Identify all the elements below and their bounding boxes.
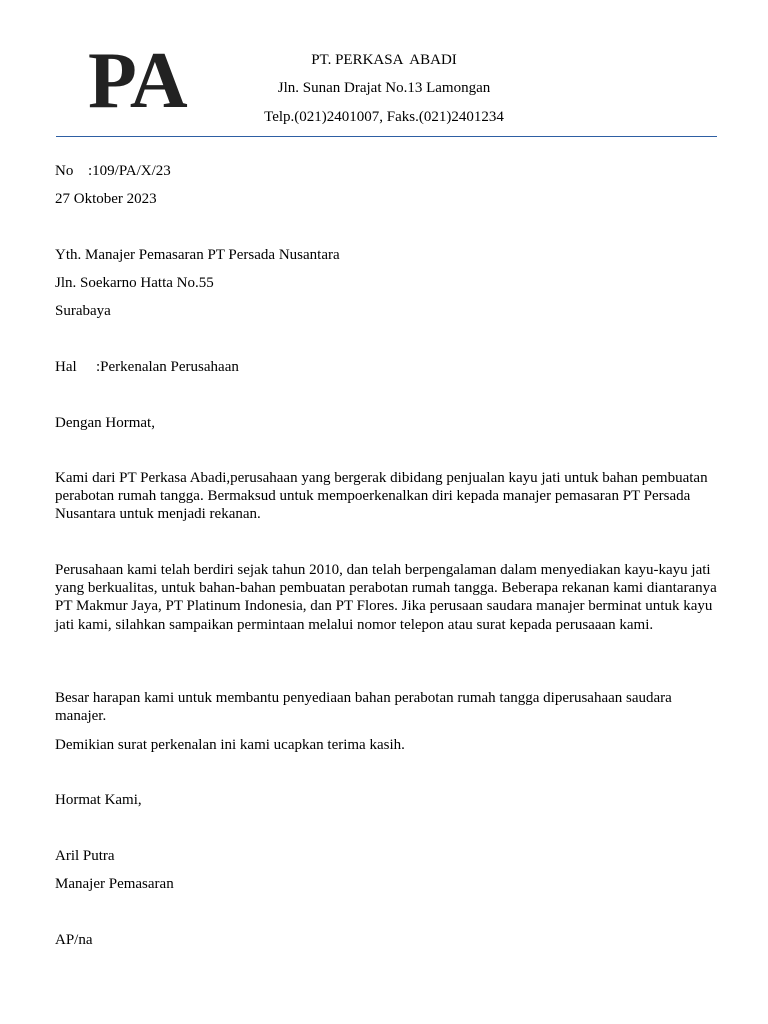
body-paragraph-4: Demikian surat perkenalan ini kami ucapkan terima kasih. [55,737,405,753]
letter-number-value: :109/PA/X/23 [88,163,171,179]
body-paragraph-3: Besar harapan kami untuk membantu penyediaan bahan perabotan rumah tangga diperusahaan saudara manajer. [55,690,672,725]
body-paragraph-1: Kami dari PT Perkasa Abadi,perusahaan yang bergerak dibidang penjualan kayu jati untuk bahan pembuatan perabotan rumah tangga. Bermaksud untuk mempoerkenalkan diri kepada manajer pemasaran PT Persada Nusantara untuk menjadi rekanan. [55,470,708,523]
reference-initials: AP/na [55,932,93,948]
letterhead-divider [56,136,717,137]
signer-title: Manajer Pemasaran [55,876,174,892]
recipient-line-2: Jln. Soekarno Hatta No.55 [55,275,214,291]
letter-subject-label: Hal [55,359,77,375]
salutation: Dengan Hormat, [55,415,155,431]
company-address: Jln. Sunan Drajat No.13 Lamongan [277,80,491,96]
company-logo: PA [88,37,187,125]
letter-number-label: No [55,163,74,179]
letter-date: 27 Oktober 2023 [55,191,157,207]
letter-subject [55,358,239,376]
recipient-line-1: Yth. Manajer Pemasaran PT Persada Nusantara [55,247,340,263]
signer-name: Aril Putra [55,848,115,864]
letter-number [55,162,171,180]
body-paragraph-2: Perusahaan kami telah berdiri sejak tahun 2010, dan telah berpengalaman dalam menyediakan kayu-kayu jati yang berkualitas, untuk bahan-bahan pembuatan perabotan rumah tangga. Beberapa rekanan kami diantaranya PT Makmur Jaya, PT Platinum Indonesia, dan PT Flores. Jika perusaan saudara manajer berminat untuk kayu jati kami, silahkan sampaikan permintaan melalui nomor telepon atau surat kepada perusaaan kami. [55,562,717,633]
closing: Hormat Kami, [55,792,142,808]
company-name: PT. PERKASA ABADI [311,52,457,68]
letter-subject-value: :Perkenalan Perusahaan [96,359,239,375]
company-contact: Telp.(021)2401007, Faks.(021)2401234 [264,109,504,125]
recipient-line-3: Surabaya [55,303,111,319]
